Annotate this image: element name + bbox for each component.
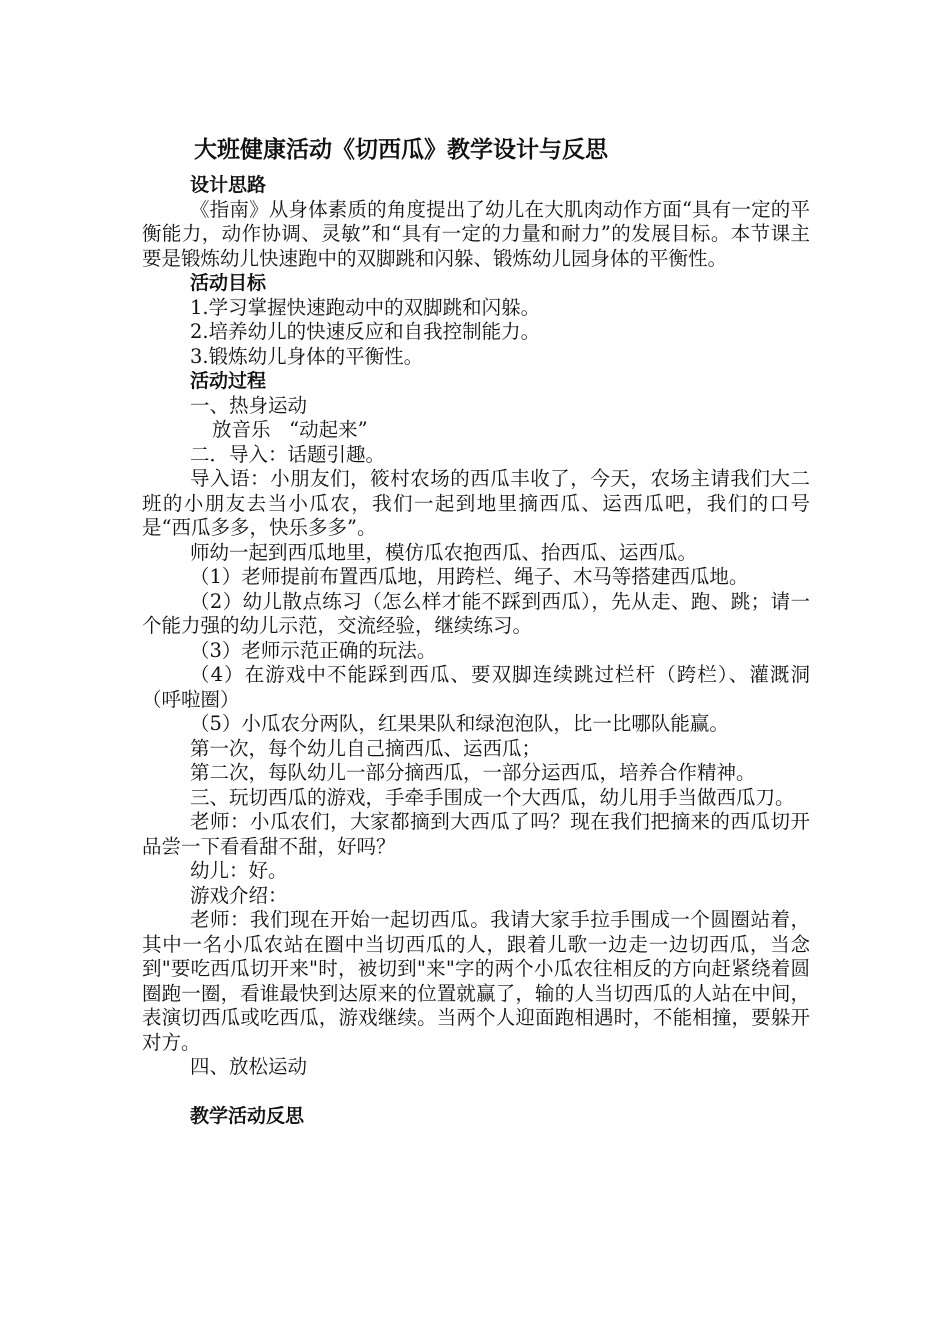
section-heading-design: 设计思路 — [190, 174, 267, 196]
process-first: 第一次，每个幼儿自己摘西瓜、运西瓜； — [190, 736, 542, 760]
section-heading-process: 活动过程 — [190, 370, 267, 392]
process-music: 放音乐 “动起来” — [212, 418, 368, 441]
section-heading-reflection: 教学活动反思 — [190, 1104, 305, 1127]
process-game: 三、玩切西瓜的游戏，手牵手围成一个大西瓜，幼儿用手当做西瓜刀。 — [190, 785, 795, 809]
process-intro-text: 导入语：小朋友们，筱村农场的西瓜丰收了，今天，农场主请我们大二班的小朋友去当小瓜农，我们一起到地里摘西瓜、运西瓜吧，我们的口号是“西瓜多多，快乐多多”。 — [142, 467, 810, 539]
process-child-answer: 幼儿：好。 — [190, 859, 288, 882]
document-title: 大班健康活动《切西瓜》教学设计与反思 — [194, 137, 608, 163]
process-teacher-question: 老师：小瓜农们，大家都摘到大西瓜了吗？现在我们把摘来的西瓜切开品尝一下看看甜不甜，好吗？ — [142, 810, 810, 858]
document-page — [142, 137, 810, 1128]
process-relax: 四、放松运动 — [190, 1055, 308, 1078]
process-teacher-rules: 老师：我们现在开始一起切西瓜。我请大家手拉手围成一个圆圈站着，其中一名小瓜农站在圈中当切西瓜的人，跟着儿歌一边走一边切西瓜，当念到"要吃西瓜切开来"时，被切到"来"字的两个小瓜农往相反的方向赶紧绕着圆圈跑一圈，看谁最快到达原来的位置就赢了，输的人当切西瓜的人站在中间，表演切西瓜或吃西瓜，游戏继续。当两个人迎面跑相遇时，不能相撞，要躲开对方。 — [142, 908, 810, 1054]
process-step-4: （4）在游戏中不能踩到西瓜、要双脚连续跳过栏杆（跨栏）、灌溉洞（呼啦圈） — [142, 663, 810, 711]
spacer — [142, 1080, 810, 1104]
goal-item-1: 1.学习掌握快速跑动中的双脚跳和闪躲。 — [190, 295, 541, 319]
process-second: 第二次，每队幼儿一部分摘西瓜，一部分运西瓜，培养合作精神。 — [190, 761, 756, 784]
process-warmup: 一、热身运动 — [190, 393, 308, 417]
goal-item-2: 2.培养幼儿的快速反应和自我控制能力。 — [190, 320, 541, 343]
design-paragraph: 《指南》从身体素质的角度提出了幼儿在大肌肉动作方面“具有一定的平衡能力，动作协调、灵敏”和“具有一定的力量和耐力”的发展目标。本节课主要是锻炼幼儿快速跑中的双脚跳和闪躲、锻炼幼儿园身体的平衡性。 — [142, 197, 810, 270]
process-step-5: （5）小瓜农分两队，红果果队和绿泡泡队，比一比哪队能赢。 — [190, 712, 729, 735]
goal-item-3: 3.锻炼幼儿身体的平衡性。 — [190, 344, 424, 368]
section-heading-goals: 活动目标 — [190, 272, 267, 294]
process-intro: 二．导入：话题引趣。 — [190, 442, 386, 466]
process-imitate: 师幼一起到西瓜地里，模仿瓜农抱西瓜、抬西瓜、运西瓜。 — [190, 540, 698, 564]
process-game-intro: 游戏介绍： — [190, 883, 288, 907]
process-step-1: （1）老师提前布置西瓜地，用跨栏、绳子、木马等搭建西瓜地。 — [190, 565, 749, 588]
process-step-3: （3）老师示范正确的玩法。 — [190, 638, 437, 662]
process-step-2: （2）幼儿散点练习（怎么样才能不踩到西瓜），先从走、跑、跳；请一个能力强的幼儿示范，交流经验，继续练习。 — [142, 589, 810, 637]
